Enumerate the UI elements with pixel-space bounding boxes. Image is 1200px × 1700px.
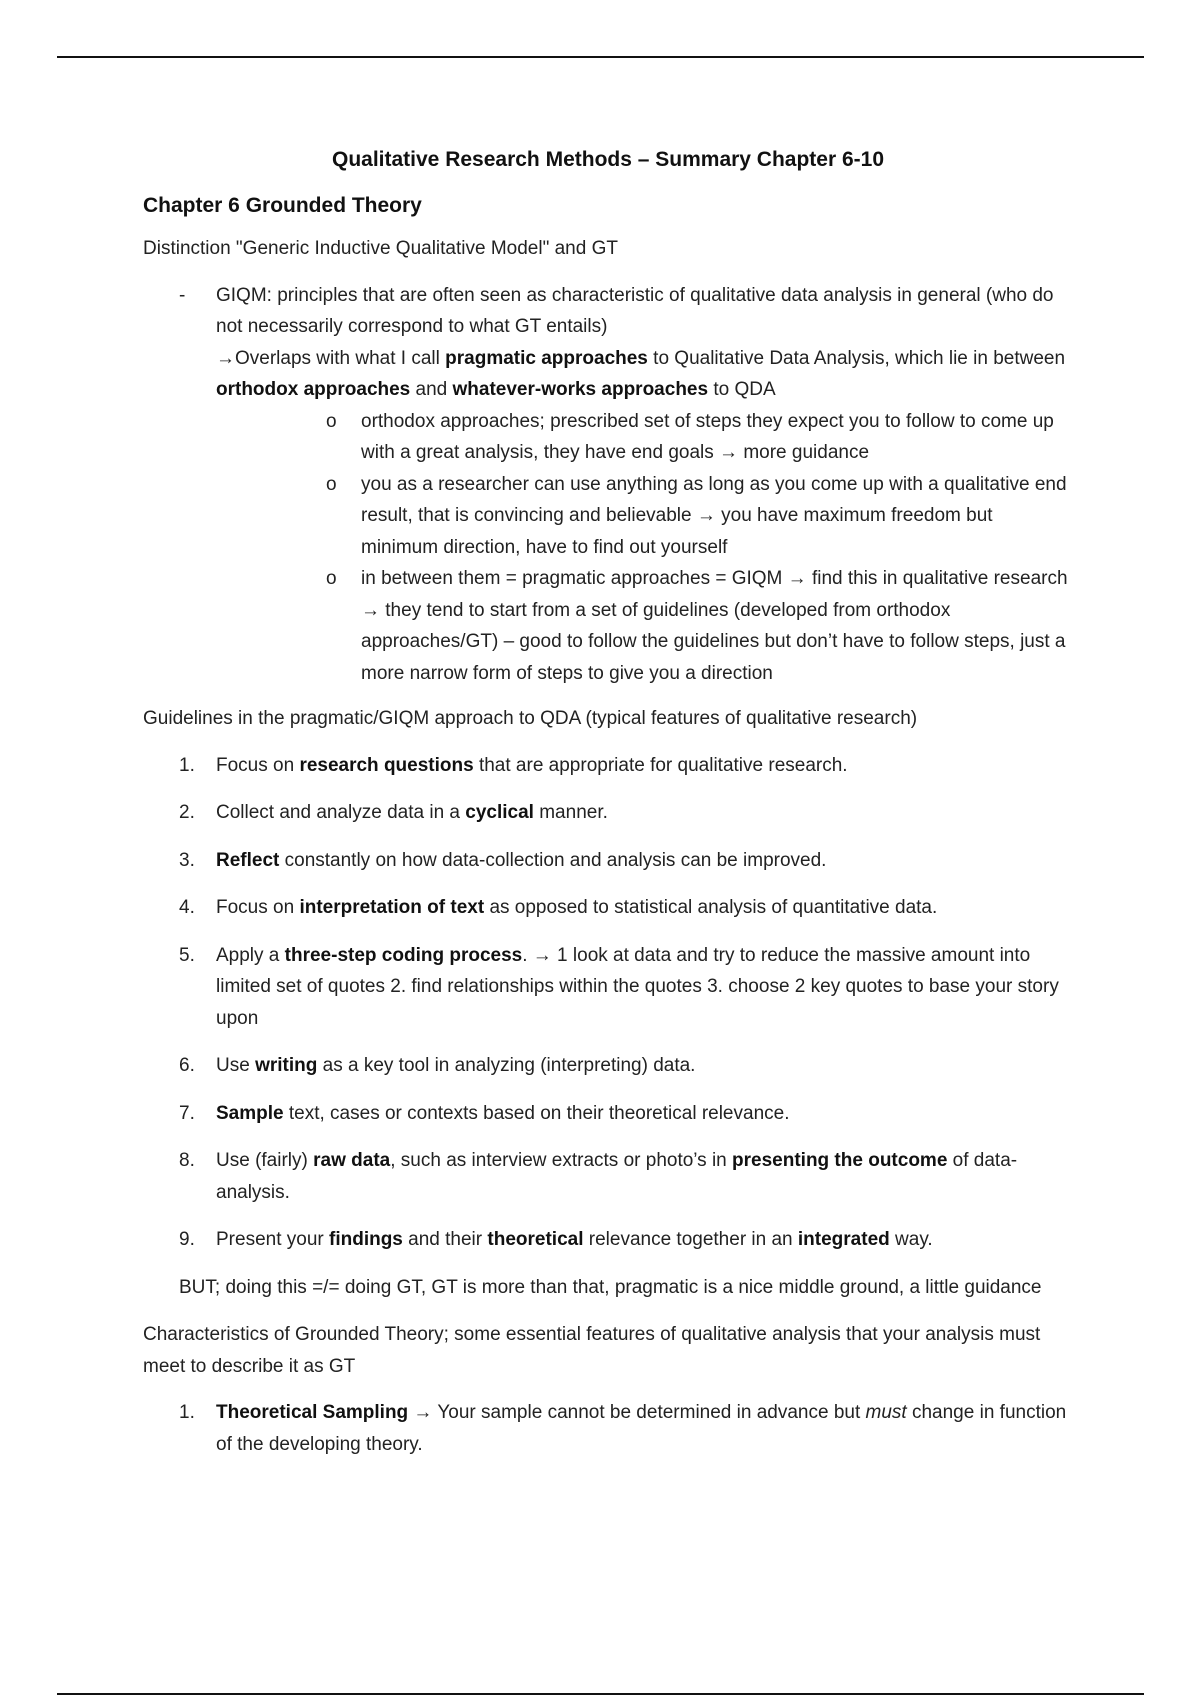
list-item <box>216 406 1073 469</box>
text-run: Use <box>216 1055 256 1076</box>
list-number: 2. <box>179 802 195 823</box>
text-run: manner. <box>533 802 608 823</box>
bold-term: Sample <box>216 1102 284 1124</box>
text-run: Apply a <box>216 944 285 966</box>
text-run: and <box>410 379 453 400</box>
list-item <box>143 892 1073 924</box>
text-run: way. <box>889 1229 933 1250</box>
list-item <box>216 469 1073 564</box>
chapter-heading: Chapter 6 Grounded Theory <box>143 193 422 217</box>
dash-bullet: - <box>179 284 186 306</box>
circle-bullet: o <box>326 473 337 495</box>
text-run: and their <box>402 1229 488 1250</box>
list-number: 5. <box>179 944 195 966</box>
bold-term: cyclical <box>465 802 534 823</box>
text-run: Focus on <box>216 897 300 918</box>
text-run: change in function of the developing theory. <box>216 1402 1067 1455</box>
text-run: that are appropriate for qualitative research. <box>473 754 848 776</box>
text-run: . → 1 look at data and try to reduce the massive amount into limited set of quotes 2. find relationships within the quotes 3. choose 2 key quotes to base your story upon <box>216 944 1059 1029</box>
bold-term: interpretation of text <box>299 897 485 918</box>
sub-item-text: you as a researcher can use anything as long as you come up with a qualitative end result, that is convincing and believable → you have maximum freedom but minimum direction, have to find out yourself <box>361 473 1067 558</box>
text-run: Collect and analyze data in a <box>216 802 466 823</box>
text-run: Present your <box>216 1229 329 1250</box>
list-number: 6. <box>179 1055 195 1076</box>
characteristics-intro: Characteristics of Grounded Theory; some essential features of qualitative analysis that your analysis must meet to describe it as GT <box>143 1324 1041 1377</box>
list-item <box>143 1050 1073 1082</box>
bold-term: whatever-works approaches <box>452 379 709 400</box>
text-run: , such as interview extracts or photo’s in <box>390 1150 733 1171</box>
list-number: 3. <box>179 849 195 871</box>
giqm-definition: GIQM: principles that are often seen as characteristic of qualitative data analysis in general (who do not necessarily correspond to what GT entails) <box>216 284 1054 337</box>
sub-item-text: orthodox approaches; prescribed set of steps they expect you to follow to come up with a great analysis, they have end goals → more guidance <box>361 410 1054 463</box>
list-number: 8. <box>179 1150 195 1171</box>
bold-term: three-step coding process <box>284 944 523 966</box>
approaches-sublist <box>216 406 1073 690</box>
bold-term: orthodox approaches <box>216 379 411 400</box>
text-run: →Overlaps with what I call <box>216 347 446 369</box>
guidelines-list <box>143 750 1073 1256</box>
text-run: to QDA <box>708 379 776 400</box>
list-item <box>216 563 1073 689</box>
distinction-paragraph: Distinction "Generic Inductive Qualitative Model" and GT <box>143 238 618 259</box>
bold-term: raw data <box>313 1150 391 1171</box>
gt-characteristics-list <box>143 1397 1073 1460</box>
list-number: 9. <box>179 1229 195 1250</box>
text-run: of data-analysis. <box>216 1150 1018 1203</box>
list-item <box>143 845 1073 877</box>
text-run: → Your sample cannot be determined in advance but <box>408 1402 866 1423</box>
list-item <box>143 750 1073 782</box>
list-item <box>143 1145 1073 1208</box>
bold-term: Reflect <box>216 849 280 871</box>
text-run: constantly on how data-collection and analysis can be improved. <box>279 849 827 871</box>
list-number: 1. <box>179 1402 195 1423</box>
bold-term: Theoretical Sampling <box>216 1402 409 1423</box>
list-item <box>143 280 1073 690</box>
circle-bullet: o <box>326 410 337 432</box>
but-note: BUT; doing this =/= doing GT, GT is more than that, pragmatic is a nice middle ground, a little guidance <box>179 1276 1042 1298</box>
bold-term: pragmatic approaches <box>445 347 648 369</box>
document-title: Qualitative Research Methods – Summary Chapter 6-10 <box>331 148 885 171</box>
text-run: as a key tool in analyzing (interpreting) data. <box>317 1055 696 1076</box>
giqm-overlap <box>216 343 1073 406</box>
list-number: 1. <box>179 754 195 776</box>
bold-term: findings <box>329 1229 403 1250</box>
bold-term: presenting the outcome <box>732 1150 948 1171</box>
text-run: Focus on <box>216 754 300 776</box>
bottom-rule <box>57 1693 1144 1695</box>
text-run: text, cases or contexts based on their theoretical relevance. <box>283 1102 790 1124</box>
list-item <box>143 1397 1073 1460</box>
list-number: 4. <box>179 897 195 918</box>
bold-term: integrated <box>797 1229 890 1250</box>
sub-item-text: in between them = pragmatic approaches = GIQM → find this in qualitative research → they tend to start from a set of guidelines (developed from orthodox approaches/GT) – good to follow the guidelines but don’t have to follow steps, just a more narrow form of steps to give you a direction <box>361 568 1068 684</box>
top-rule <box>57 56 1144 58</box>
list-item <box>143 797 1073 829</box>
guidelines-intro: Guidelines in the pragmatic/GIQM approach to QDA (typical features of qualitative research) <box>143 708 918 729</box>
bold-term: research questions <box>299 754 474 776</box>
bold-term: writing <box>255 1055 318 1076</box>
list-item <box>143 1224 1073 1256</box>
circle-bullet: o <box>326 568 337 589</box>
text-run: relevance together in an <box>583 1229 798 1250</box>
document-body <box>143 138 1073 1476</box>
giqm-list <box>143 280 1073 690</box>
list-number: 7. <box>179 1102 195 1124</box>
list-item <box>143 940 1073 1035</box>
text-run: to Qualitative Data Analysis, which lie in between <box>647 347 1066 369</box>
list-item <box>143 1098 1073 1130</box>
text-run: Use (fairly) <box>216 1150 314 1171</box>
italic-term: must <box>865 1402 907 1423</box>
text-run: as opposed to statistical analysis of quantitative data. <box>484 897 938 918</box>
bold-term: theoretical <box>487 1229 584 1250</box>
